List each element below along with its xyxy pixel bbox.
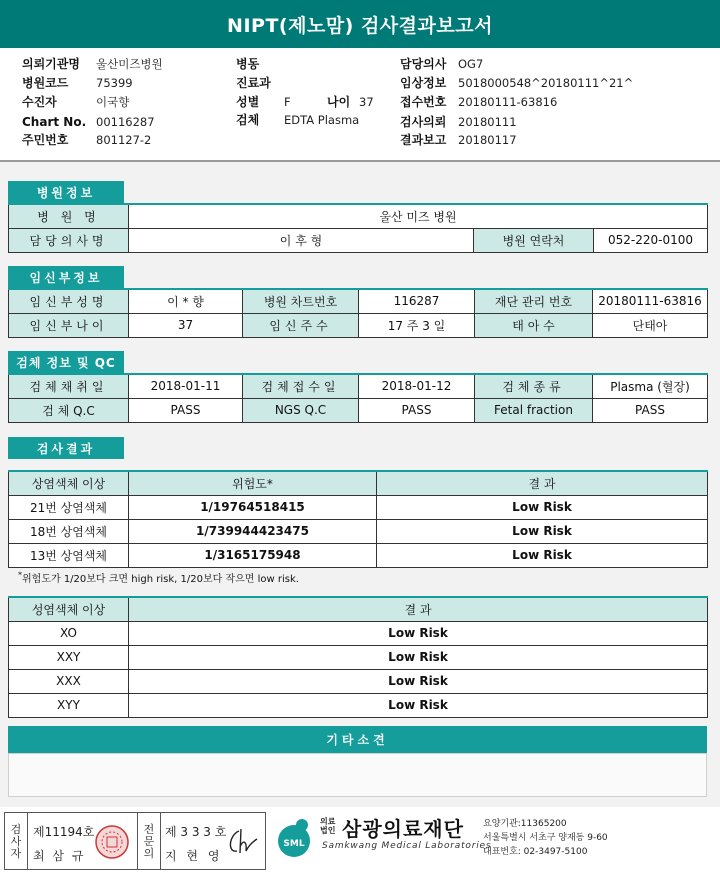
dept-label: 진료과 [236, 76, 271, 90]
signature-box [4, 812, 266, 870]
contact-label-cell: 병원 연락처 [474, 228, 594, 252]
weeks-label: 임신주수 [243, 313, 359, 337]
specimen-section-title: 검체 정보 및 QC [8, 351, 124, 373]
separator [27, 813, 28, 869]
hospital-name-label: 의뢰기관명 [22, 57, 80, 71]
pregnant-section-title: 임신부정보 [8, 266, 124, 288]
sml-logo-icon [272, 815, 316, 859]
doctor-label-cell: 담당의사명 [9, 228, 129, 252]
result-value: Low Risk [377, 543, 708, 567]
chart-no-label: Chart No. [22, 114, 87, 129]
specimen-type: Plasma (혈장) [593, 374, 708, 398]
chrom-name: 13번 상염색체 [9, 543, 129, 567]
age-label: 나이 [327, 95, 351, 109]
result-table [8, 470, 708, 568]
hospital-code-label: 병원코드 [22, 76, 69, 90]
header-info [0, 48, 720, 160]
chrom-name: 18번 상염색체 [9, 519, 129, 543]
examiner-no: 제11194호 [33, 825, 95, 839]
asterisk: * [18, 570, 22, 580]
specimen: EDTA Plasma [284, 112, 360, 127]
result-value: Low Risk [377, 519, 708, 543]
qc-label: 검 체 Q.C [9, 398, 129, 422]
collect-label: 검체채취일 [9, 374, 129, 398]
table-row [9, 495, 708, 519]
org-info [483, 817, 608, 859]
age: 37 [359, 94, 374, 109]
pregnant-age-label: 임신부나이 [9, 313, 129, 337]
qc-value: PASS [129, 398, 243, 422]
pregnant-age: 37 [129, 313, 243, 337]
clinical-label: 임상정보 [400, 76, 447, 90]
ngs-label: NGS Q.C [243, 398, 359, 422]
chrom-name: 21번 상염색체 [9, 495, 129, 519]
sex-chrom-table [8, 596, 708, 718]
chart-no: 00116287 [96, 114, 155, 129]
fetus-label: 태 아 수 [475, 313, 593, 337]
sex-header-chrom: 성염색체 이상 [9, 597, 129, 621]
sex-chrom-name: XO [9, 621, 129, 645]
footer [0, 807, 720, 877]
org-address: 서울특별시 서초구 양재동 9-60 [483, 833, 608, 843]
type-label: 검체종류 [475, 374, 593, 398]
ward-label: 병동 [236, 57, 260, 71]
org-code: 요양기관:11365200 [483, 819, 567, 829]
org-phone: 대표번호: 02-3497-5100 [483, 847, 588, 857]
sex-chrom-name: XXY [9, 645, 129, 669]
svg-text:SML: SML [283, 839, 305, 849]
risk-note-text: 위험도가 1/20보다 크면 high risk, 1/20보다 작으면 low risk. [22, 574, 299, 585]
org-name: 삼광의료재단 [342, 817, 464, 841]
foundation-no: 20180111-63816 [593, 289, 708, 313]
foundation-label: 재단 관리 번호 [475, 289, 593, 313]
report-title: NIPT(제노맘) 검사결과보고서 [0, 0, 720, 48]
org-english-name: Samkwang Medical Laboratories [322, 841, 492, 851]
hospital-code: 75399 [96, 75, 133, 90]
result-header-result: 결 과 [377, 471, 708, 495]
pregnant-table [8, 288, 708, 338]
doctor: OG7 [458, 56, 484, 71]
extra-content [8, 753, 707, 797]
risk-value: 1/739944423475 [129, 519, 377, 543]
chart-no-cell: 116287 [359, 289, 475, 313]
hospital-name-label-cell: 병 원 명 [9, 204, 129, 228]
fetus: 단태아 [593, 313, 708, 337]
risk-value: 1/3165175948 [129, 543, 377, 567]
pregnant-name: 이 * 향 [129, 289, 243, 313]
sex-label: 성별 [236, 95, 260, 109]
pregnant-name-label: 임신부성명 [9, 289, 129, 313]
doctor-label: 담당의사 [400, 57, 447, 71]
receipt-label: 접수번호 [400, 95, 447, 109]
ngs-value: PASS [359, 398, 475, 422]
separator [160, 813, 161, 869]
report-label: 결과보고 [400, 133, 447, 147]
sex-chrom-name: XYY [9, 693, 129, 717]
result-header-risk: 위험도* [129, 471, 377, 495]
reviewer-name: 지 현 영 [165, 849, 223, 863]
table-row [9, 693, 708, 717]
receive-date: 2018-01-12 [359, 374, 475, 398]
examiner-label: 검사자 [10, 823, 22, 860]
specimen-label: 검체 [236, 113, 260, 127]
extra-title: 기타소견 [8, 726, 707, 753]
hospital-table [8, 203, 708, 253]
patient-label: 수진자 [22, 95, 57, 109]
fetal-label: Fetal fraction [475, 398, 593, 422]
hospital-name-cell: 울산 미즈 병원 [129, 204, 708, 228]
receive-label: 검체접수일 [243, 374, 359, 398]
org-type: 의료 법인 [320, 817, 336, 835]
sex-chrom-result: Low Risk [129, 669, 708, 693]
sex-chrom-result: Low Risk [129, 621, 708, 645]
specimen-table [8, 373, 708, 423]
reviewer-label: 전문의 [143, 823, 155, 860]
result-header-autosome: 상염색체 이상 [9, 471, 129, 495]
sex-chrom-result: Low Risk [129, 693, 708, 717]
examiner-seal-icon [93, 823, 131, 861]
contact-cell: 052-220-0100 [594, 228, 708, 252]
sex-header-result: 결 과 [129, 597, 708, 621]
separator [137, 813, 138, 869]
sex-chrom-name: XXX [9, 669, 129, 693]
risk-note [18, 570, 299, 585]
request-label: 검사의뢰 [400, 115, 447, 129]
reviewer-signature-icon [223, 825, 259, 859]
fetal-value: PASS [593, 398, 708, 422]
chart-label: 병원 차트번호 [243, 289, 359, 313]
result-value: Low Risk [377, 495, 708, 519]
collect-date: 2018-01-11 [129, 374, 243, 398]
risk-value: 1/19764518415 [129, 495, 377, 519]
report-date: 20180117 [458, 132, 517, 147]
hospital-section-title: 병원정보 [8, 181, 124, 203]
clinical: 5018000548^20180111^21^ [458, 75, 634, 90]
table-row [9, 621, 708, 645]
resident-no-label: 주민번호 [22, 133, 69, 147]
patient-name: 이국향 [96, 94, 130, 109]
result-section-title: 검사결과 [8, 437, 124, 459]
receipt: 20180111-63816 [458, 94, 558, 109]
sex-chrom-result: Low Risk [129, 645, 708, 669]
table-row [9, 519, 708, 543]
table-row [9, 543, 708, 567]
hospital-name: 울산미즈병원 [96, 56, 163, 71]
reviewer-no: 제 3 3 3 호 [165, 825, 227, 839]
request: 20180111 [458, 114, 517, 129]
weeks: 17 주 3 일 [359, 313, 475, 337]
table-row [9, 645, 708, 669]
doctor-cell: 이 후 형 [129, 228, 474, 252]
table-row [9, 669, 708, 693]
resident-no: 801127-2 [96, 132, 152, 147]
sex: F [284, 94, 291, 109]
examiner-name: 최 삼 규 [33, 849, 86, 863]
